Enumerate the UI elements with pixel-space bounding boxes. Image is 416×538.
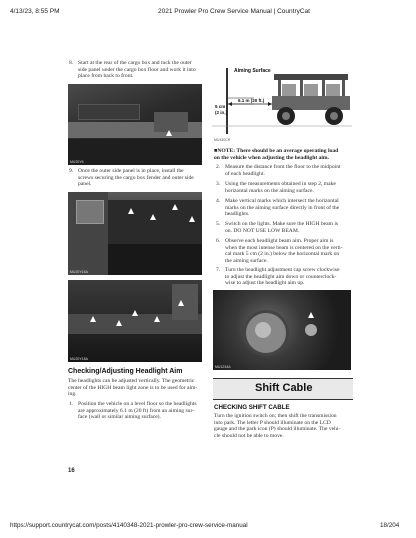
operating-load-note: ■NOTE: There should be an average operating load on the vehicle when adjusting the headlight aim. (214, 148, 339, 161)
step-number: 6. (216, 238, 221, 244)
arrow-icon (166, 130, 172, 136)
arrow-icon (116, 320, 122, 326)
arrow-icon (154, 316, 160, 322)
height-label-in: (2 in.) (215, 110, 227, 115)
step-line: panel. (78, 181, 92, 188)
subsection-title: CHECKING SHIFT CABLE (214, 404, 290, 411)
step-line: are approximately 6.1 m (20 ft) from an aiming sur- (78, 407, 195, 414)
headlight-adjust-photo (213, 290, 351, 370)
step-line: side panel under the cargo box floor and work it into (78, 66, 196, 73)
step-line: Make vertical marks which intersect the horizontal (225, 198, 339, 204)
step-line: to adjust the headlight aim down or counterclock- (225, 273, 337, 280)
step-line: horizontal marks on the aiming surface. (225, 187, 314, 194)
section-title: Checking/Adjusting Headlight Aim (68, 368, 183, 375)
shift-cable-paragraph: Turn the ignition switch on; then shift the transmission into park. The letter P should illuminate on the LCD gauge and the park icon (P) should illuminate. The vehi- cle should not be able to move. (214, 413, 341, 439)
arrow-icon (172, 204, 178, 210)
arrow-icon (150, 214, 156, 220)
aiming-diagram-graphic (212, 60, 352, 144)
footer-page-count: 18/204 (380, 522, 400, 529)
aiming-surface-diagram (212, 60, 352, 144)
figure-id: MU20Y6 (70, 160, 84, 164)
step-line: cal mark 5 cm (2 in.) below the horizontal mark on (225, 251, 340, 258)
step-line: Using the measurements obtained in step 2, make (225, 181, 336, 187)
step-line: Switch on the lights. Make sure the HIGH beam is (225, 221, 339, 227)
header-title: 2021 Prowler Pro Crew Service Manual | CountryCat (158, 8, 310, 15)
height-label: 5 cm (215, 104, 226, 109)
step-number: 3. (216, 181, 221, 187)
arrow-icon (90, 316, 96, 322)
step-line: face (wall or similar aiming surface). (78, 414, 161, 421)
step-number: 7. (216, 267, 221, 273)
step-line: marks on the aiming surface directly in front of the (225, 204, 340, 211)
arrow-icon (178, 300, 184, 306)
arrow-icon (128, 208, 134, 214)
step-line: the aiming surface. (225, 257, 268, 264)
distance-label: 6.1 m (20 ft.) (238, 98, 265, 103)
figure-id: MU1234A (215, 365, 231, 369)
cargo-box-panel-photo (68, 84, 202, 165)
step-number: 8. (69, 60, 74, 66)
step-line: Turn the headlight adjustment cap screw clockwise (225, 267, 340, 273)
figure-id: MU20Y18A (70, 357, 88, 361)
step-number: 4. (216, 198, 221, 204)
step-number: 9. (69, 168, 74, 174)
aiming-surface-label: Aiming Surface (234, 68, 271, 74)
step-line: when the most intense beam is centered on the verti- (225, 244, 343, 251)
step-line: wise to adjust the headlight aim up. (225, 280, 305, 287)
page-number: 16 (68, 468, 75, 474)
step-number: 1. (69, 401, 74, 407)
step-number: 2. (216, 164, 221, 170)
headlight-intro: The headlights can be adjusted vertically. The geometric center of the HIGH beam light zone is to be used for aim- ing. (68, 378, 198, 398)
step-line: Once the outer side panel is in place, install the (78, 168, 184, 174)
step-line: headlights. (225, 211, 250, 218)
banner-title: Shift Cable (255, 382, 313, 394)
outer-side-panel-photo (68, 192, 202, 275)
step-line: Observe each headlight beam aim. Proper aim is (225, 238, 334, 244)
arrow-icon (132, 310, 138, 316)
fender-screws-photo (68, 280, 202, 362)
shift-cable-banner (213, 378, 353, 400)
figure-id: MU20Y16A (70, 270, 88, 274)
step-line: Measure the distance from the floor to the midpoint (225, 164, 341, 170)
header-datetime: 4/13/23, 8:55 PM (10, 8, 60, 15)
footer-url: https://support.countrycat.com/posts/4140348-2021-prowler-pro-crew-service-manual (10, 522, 248, 529)
arrow-icon (189, 216, 195, 222)
arrow-icon (308, 312, 314, 318)
step-line: Position the vehicle on a level floor so the headlights (78, 401, 197, 407)
step-line: screws securing the cargo box fender and outer side (78, 174, 194, 181)
step-number: 5. (216, 221, 221, 227)
step-line: on. DO NOT USE LOW BEAM. (225, 227, 300, 234)
step-line: Start at the rear of the cargo box and tuck the outer (78, 60, 192, 66)
step-line: place from back to front. (78, 73, 134, 80)
figure-id: MU430CR (214, 138, 231, 142)
step-line: of each headlight. (225, 170, 265, 177)
